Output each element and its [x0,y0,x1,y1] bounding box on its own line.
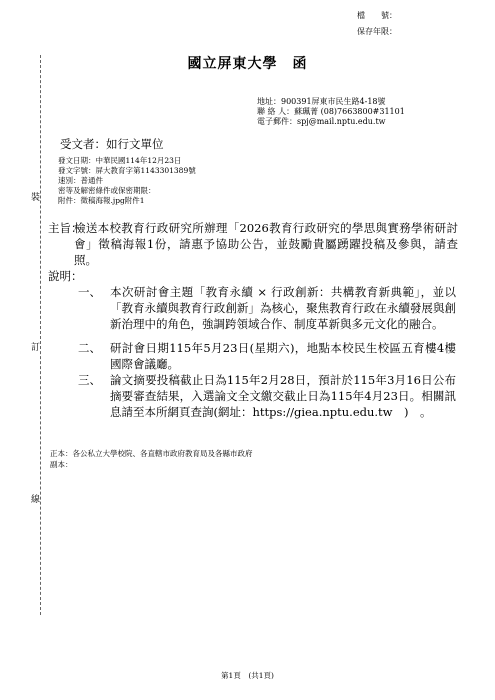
explanation-label: 說明： [48,269,83,283]
document-meta [58,156,196,206]
subject-text: 檢送本校教育行政研究所辦理「2026教育行政研究的學思與實務學術研討會」徵稿海報1份，請惠予協助公告，並鼓勵貴屬踴躍投稿及參與，請查照。 [74,221,458,267]
item-number: 一、 [78,285,101,299]
attachment: 附件：徵稿海報.jpg附件1 [58,196,145,205]
explanation-item [78,284,456,332]
secrecy-level: 密等及解密條件或保密期限： [58,186,156,195]
contact-address: 地址：900391屏東市民生路4-18號 [257,97,386,106]
binding-line [40,55,41,615]
explanation-item [78,372,456,420]
contact-email: 電子郵件：spj@mail.nptu.edu.tw [257,117,386,126]
item-text: 本次研討會主題「教育永續 × 行政創新：共構教育新典範」，並以「教育永續與教育行政創新」為核心，聚焦教育行政在永續發展與創新治理中的角色，強調跨領域合作、制度革新與多元文化的融合。 [110,285,456,331]
subject-head: 主旨： [48,221,83,235]
archive-info [345,8,465,40]
item-number: 三、 [78,373,101,387]
item-text: 論文摘要投稿截止日為115年2月28日，預計於115年3月16日公布摘要審查結果，入選論文全文繳交截止日為115年4月23日。相關訊息請至本所網頁查詢(網址：https://giea.nptu.edu.tw ) 。 [110,373,456,419]
main-recipients: 正本：各公私立大學校院、各直轄市政府教育局及各縣市政府 [50,449,253,458]
issue-date: 發文日期：中華民國114年12月23日 [58,156,182,165]
delivery-speed: 速別：普通件 [58,176,103,185]
cc-recipients: 副本： [50,460,73,469]
item-number: 二、 [78,341,101,355]
issue-number: 發文字號：屏大教育字第1143301389號 [58,166,196,175]
contact-info [257,97,405,127]
file-number-row [345,8,465,24]
document-title: 國立屏東大學 函 [187,56,308,72]
contact-person: 聯 絡 人：蘇珮菁 (08)7663800#31101 [257,107,405,116]
page-footer: 第1頁 (共1頁) [221,671,274,680]
file-number-label: 檔 號： [357,11,397,20]
binding-char-middle: 訂 [31,340,40,353]
recipient: 受文者：如行文單位 [60,137,164,151]
binding-char-top: 裝 [31,190,40,203]
explanation-item [78,340,456,372]
binding-char-bottom: 線 [31,492,40,505]
distribution [50,448,253,470]
subject [48,220,458,268]
retention-row [345,24,465,40]
item-text: 研討會日期115年5月23日(星期六)，地點本校民生校區五育樓4樓國際會議廳。 [110,341,456,371]
retention-label: 保存年限： [357,27,397,36]
